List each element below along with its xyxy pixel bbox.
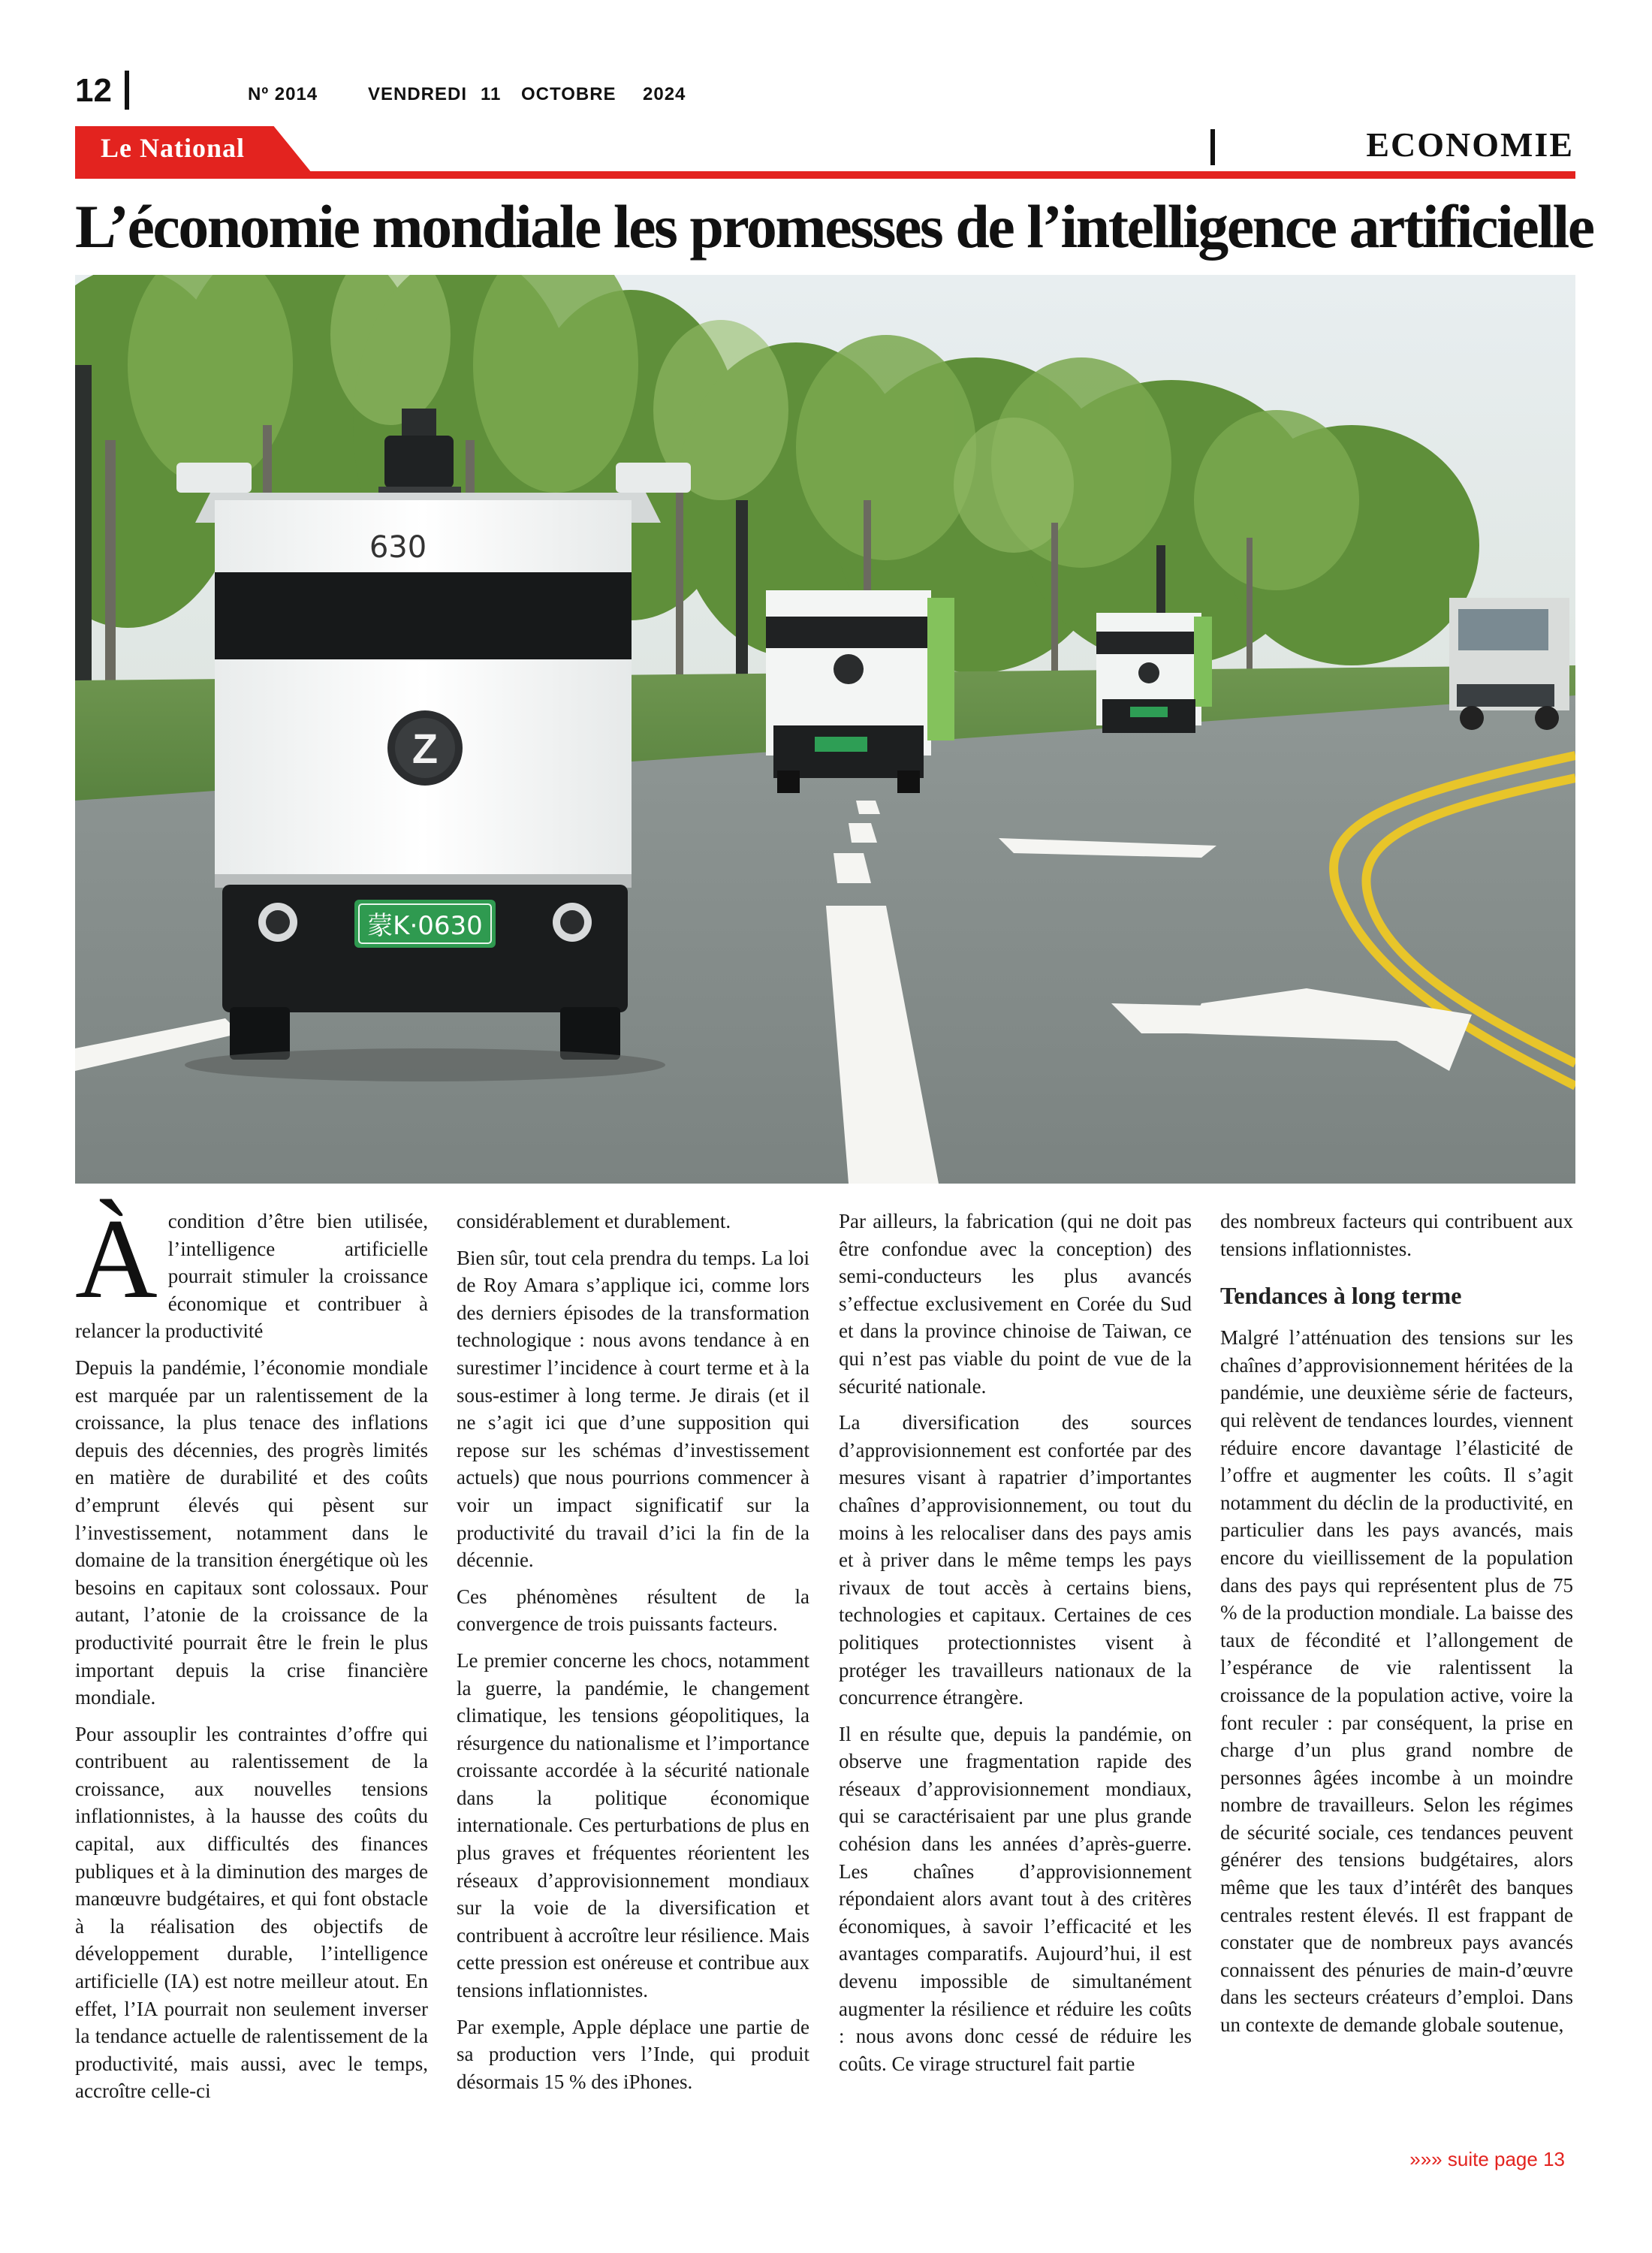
article-lead xyxy=(75,1196,428,1345)
article-photo xyxy=(75,275,1575,1184)
issue-day: 11 xyxy=(481,84,502,104)
issue-number: Nº 2014 xyxy=(248,84,318,104)
article-paragraph: Bien sûr, tout cela prendra du temps. La loi de Roy Amara s’applique ici, comme lors des derniers épisodes de la transformation technologique : nous avons tendance à en surestimer l’incidence à court terme et à la sous-estimer à long terme. Je dirais (et il ne s’agit ici que d’une supposition qui repose sur les schémas d’investissement actuels) que nous pourrions commencer à voir un impact significatif sur la productivité du travail d’ici la fin de la décennie. xyxy=(457,1246,809,1572)
article-paragraph: des nombreux facteurs qui contribuent aux tensions inflationnistes. xyxy=(1220,1210,1573,1260)
article-paragraph: Par ailleurs, la fabrication (qui ne doit pas être confondue avec la conception) des semi-conducteurs les plus avancés s’effectue exclusivement en Corée du Sud et dans la province chinoise de Taiwan, ce qui n’est pas viable du point de vue de la sécurité nationale. xyxy=(839,1210,1192,1398)
issue-weekday: VENDREDI xyxy=(368,84,468,104)
article-paragraph: Le premier concerne les chocs, notamment la guerre, la pandémie, le changement climatique, les tensions géopolitiques, la résurgence du nationalisme et l’importance croissante accordée à la sécurité nationale dans la politique économique internationale. Ces perturbations de plus en plus graves et fréquentes réorientent les réseaux d’approvisionnement mondiaux sur la voie de la diversification et contribuent à accroître leur résilience. Mais cette pression est onéreuse et contribue aux tensions inflationnistes. xyxy=(457,1648,809,2002)
article-lead-text: condition d’être bien utilisée, l’intelligence artificielle pourrait stimuler la croissance économique et contribuer à relancer la productivité xyxy=(75,1210,428,1343)
article-column-4 xyxy=(1220,1208,1573,2048)
license-plate: 蒙K·0630 xyxy=(367,911,483,941)
page-number: 12 xyxy=(75,72,112,109)
article-column-1 xyxy=(75,1196,428,2114)
article-paragraph: Il en résulte que, depuis la pandémie, on observe une fragmentation rapide des réseaux d’approvisionnement mondiaux, qui se caractérisaient par une plus grande cohésion dans les années d’après-guerre. Les chaînes d’approvisionnement répondaient alors avant tout à des critères économiques, à savoir l’efficacité et les avantages comparatifs. Aujourd’hui, il est devenu impossible de simultanément augmenter la résilience et réduire les coûts : nous avons donc cessé de réduire les coûts. Ce virage structurel fait partie xyxy=(839,1722,1192,2075)
continued-link[interactable]: »»» suite page 13 xyxy=(1409,2148,1565,2170)
article-subhead: Tendances à long terme xyxy=(1220,1282,1462,1310)
headline: L’économie mondiale les promesses de l’intelligence artificielle xyxy=(75,192,1593,261)
article-paragraph: Malgré l’atténuation des tensions sur les chaînes d’approvisionnement héritées de la pandémie, une deuxième série de facteurs, qui relèvent de tendances lourdes, viennent réduire encore davantage l’élasticité de l’offre et augmenter les coûts. Il s’agit notamment du déclin de la productivité, en particulier dans les pays avancés, mais encore du vieillissement de la population dans des pays qui représentent plus de 75 % de la production mondiale. La baisse des taux de fécondité et l’allongement de l’espérance de vie ralentissent la croissance de la population active, voire la font reculer : par conséquent, la prise en charge d’un plus grand nombre de personnes âgées incombe à un moindre nombre de travailleurs. Selon les régimes de sécurité sociale, ces tendances peuvent générer des tensions budgétaires, alors même que les taux d’intérêt des banques centrales restent élevés. Il est frappant de constater que de nombreux pays avancés connaissent des pénuries de main-d’œuvre dans les secteurs créateurs d’emploi. Dans un contexte de demande globale soutenue, xyxy=(1220,1326,1573,2037)
article-paragraph: Par exemple, Apple déplace une partie de sa production vers l’Inde, qui produit désormais 15 % des iPhones. xyxy=(457,2015,809,2093)
issue-year: 2024 xyxy=(643,84,686,104)
article-column-3 xyxy=(839,1208,1192,2086)
paper-name: Le National xyxy=(101,133,246,163)
section-divider xyxy=(1210,129,1215,165)
article-dropcap: À xyxy=(75,1196,158,1322)
article-paragraph: considérablement et durablement. xyxy=(457,1210,731,1232)
vehicle-number: 630 xyxy=(369,530,427,565)
article-paragraph: Ces phénomènes résultent de la convergence de trois puissants facteurs. xyxy=(457,1585,809,1636)
article-paragraph: Pour assouplir les contraintes d’offre qui contribuent au ralentissement de la croissance, aux nouvelles tensions inflationnistes, à la hausse des coûts du capital, aux difficultés des finances publiques et à la diminution des marges de manœuvre budgétaires, et qui font obstacle à la réalisation des objectifs de développement durable, l’intelligence artificielle (IA) est notre meilleur atout. En effet, l’IA pourrait non seulement inverser la tendance actuelle de ralentissement de la productivité, mais aussi, avec le temps, accroître celle-ci xyxy=(75,1722,428,2103)
page-number-divider xyxy=(125,71,129,110)
issue-month: OCTOBRE xyxy=(521,84,616,104)
robot-logo: Z xyxy=(411,725,439,772)
article-paragraph: Depuis la pandémie, l’économie mondiale est marquée par un ralentissement de la croissance, la plus tenace des inflations depuis des décennies, des progrès limités en matière de durabilité et des coûts d’emprunt élevés qui pèsent sur l’investissement, notamment dans le domaine de la transition énergétique où les besoins en capitaux sont colossaux. Pour autant, l’atonie de la croissance de la productivité pourrait être le frein le plus important depuis la crise financière mondiale. xyxy=(75,1356,428,1709)
header-red-rule xyxy=(75,171,1575,179)
section-name: ECONOMIE xyxy=(1366,125,1574,164)
article-paragraph: La diversification des sources d’approvisionnement est confortée par des mesures visant à rapatrier d’importantes chaînes d’approvisionnement, ou tout du moins à les relocaliser dans des pays amis et à priver dans le même temps les pays rivaux de tout accès à certains biens, technologies et capitaux. Certaines de ces politiques protectionnistes visent à protéger les travailleurs nationaux de la concurrence étrangère. xyxy=(839,1411,1192,1709)
article-column-2 xyxy=(457,1208,809,2104)
